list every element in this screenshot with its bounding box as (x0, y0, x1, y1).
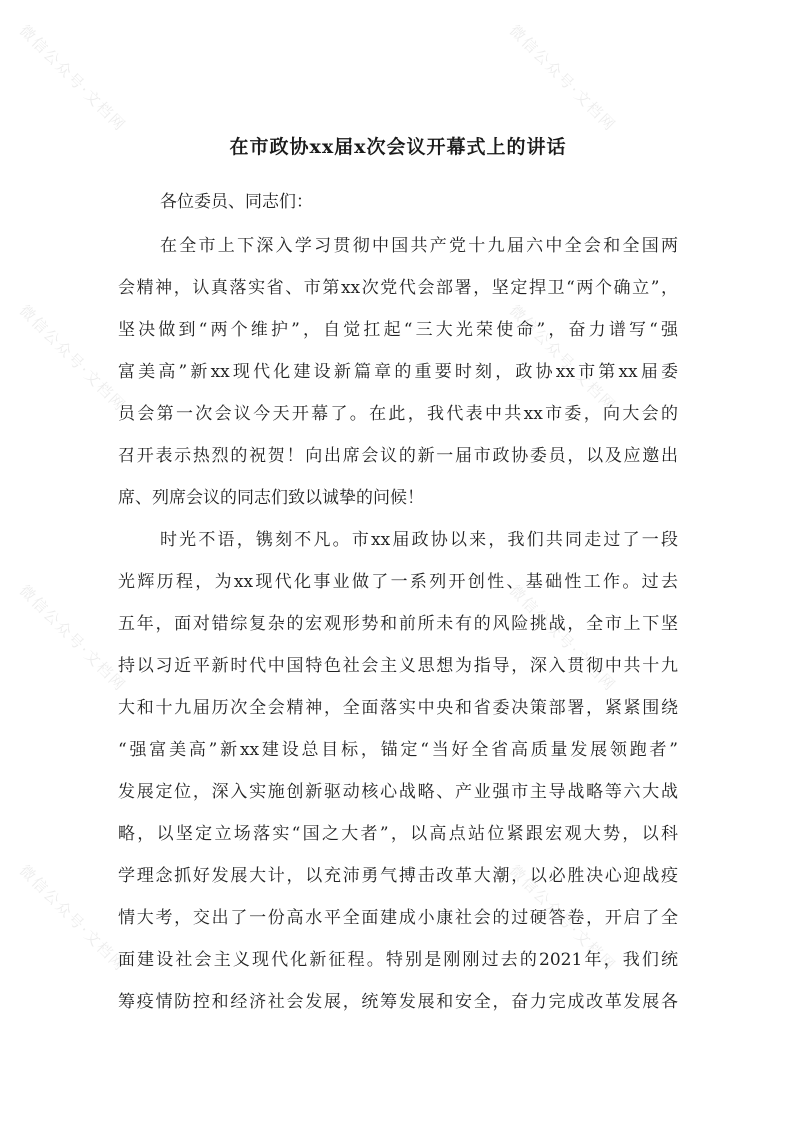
salutation: 各位委员、同志们： (160, 192, 313, 212)
paragraph-line: 学理念抓好发展大计，以充沛勇气搏击改革大潮，以必胜决心迎战疫 (118, 866, 678, 886)
paragraph-line: 五年，面对错综复杂的宏观形势和前所未有的风险挑战，全市上下坚 (118, 614, 678, 634)
watermark: 微信公众号·文档网 (505, 861, 620, 976)
paragraph-line: 时光不语，镌刻不凡。市xx届政协以来，我们共同走过了一段 (160, 530, 678, 550)
watermark: 微信公众号·文档网 (505, 301, 620, 416)
paragraph-line: 光辉历程，为xx现代化事业做了一系列开创性、基础性工作。过去 (118, 572, 678, 592)
paragraph-line: 会精神，认真落实省、市第xx次党代会部署，坚定捍卫“两个确立”， (118, 278, 678, 298)
paragraph-line: 坚决做到“两个维护”，自觉扛起“三大光荣使命”，奋力谱写“强 (118, 320, 678, 340)
watermark: 微信公众号·文档网 (15, 301, 130, 416)
paragraph-line: 席、列席会议的同志们致以诚挚的问候！ (118, 488, 424, 508)
paragraph-line: 富美高”新xx现代化建设新篇章的重要时刻，政协xx市第xx届委 (118, 362, 678, 382)
paragraph-line: 情大考，交出了一份高水平全面建成小康社会的过硬答卷，开启了全 (118, 908, 678, 928)
paragraph-line: 在全市上下深入学习贯彻中国共产党十九届六中全会和全国两 (160, 236, 678, 256)
watermark: 微信公众号·文档网 (15, 581, 130, 696)
paragraph-line: 筹疫情防控和经济社会发展，统筹发展和安全，奋力完成改革发展各 (118, 992, 678, 1012)
paragraph-line: 发展定位，深入实施创新驱动核心战略、产业强市主导战略等六大战 (118, 782, 678, 802)
paragraph-line: 召开表示热烈的祝贺！向出席会议的新一届市政协委员，以及应邀出 (118, 446, 678, 466)
paragraph-line: 略，以坚定立场落实“国之大者”，以高点站位紧跟宏观大势，以科 (118, 824, 678, 844)
watermark: 微信公众号·文档网 (15, 861, 130, 976)
watermark: 微信公众号·文档网 (505, 581, 620, 696)
paragraph-line: 大和十九届历次全会精神，全面落实中央和省委决策部署，紧紧围绕 (118, 698, 678, 718)
document-title: 在市政协xx届x次会议开幕式上的讲话 (229, 136, 567, 158)
paragraph-line: 面建设社会主义现代化新征程。特别是刚刚过去的2021年，我们统 (118, 950, 678, 970)
watermark: 微信公众号·文档网 (15, 21, 130, 136)
watermark: 微信公众号·文档网 (505, 21, 620, 136)
paragraph-line: 员会第一次会议今天开幕了。在此，我代表中共xx市委，向大会的 (118, 404, 678, 424)
paragraph-line: “强富美高”新xx建设总目标，锚定“当好全省高质量发展领跑者” (118, 740, 678, 760)
paragraph-line: 持以习近平新时代中国特色社会主义思想为指导，深入贯彻中共十九 (118, 656, 678, 676)
